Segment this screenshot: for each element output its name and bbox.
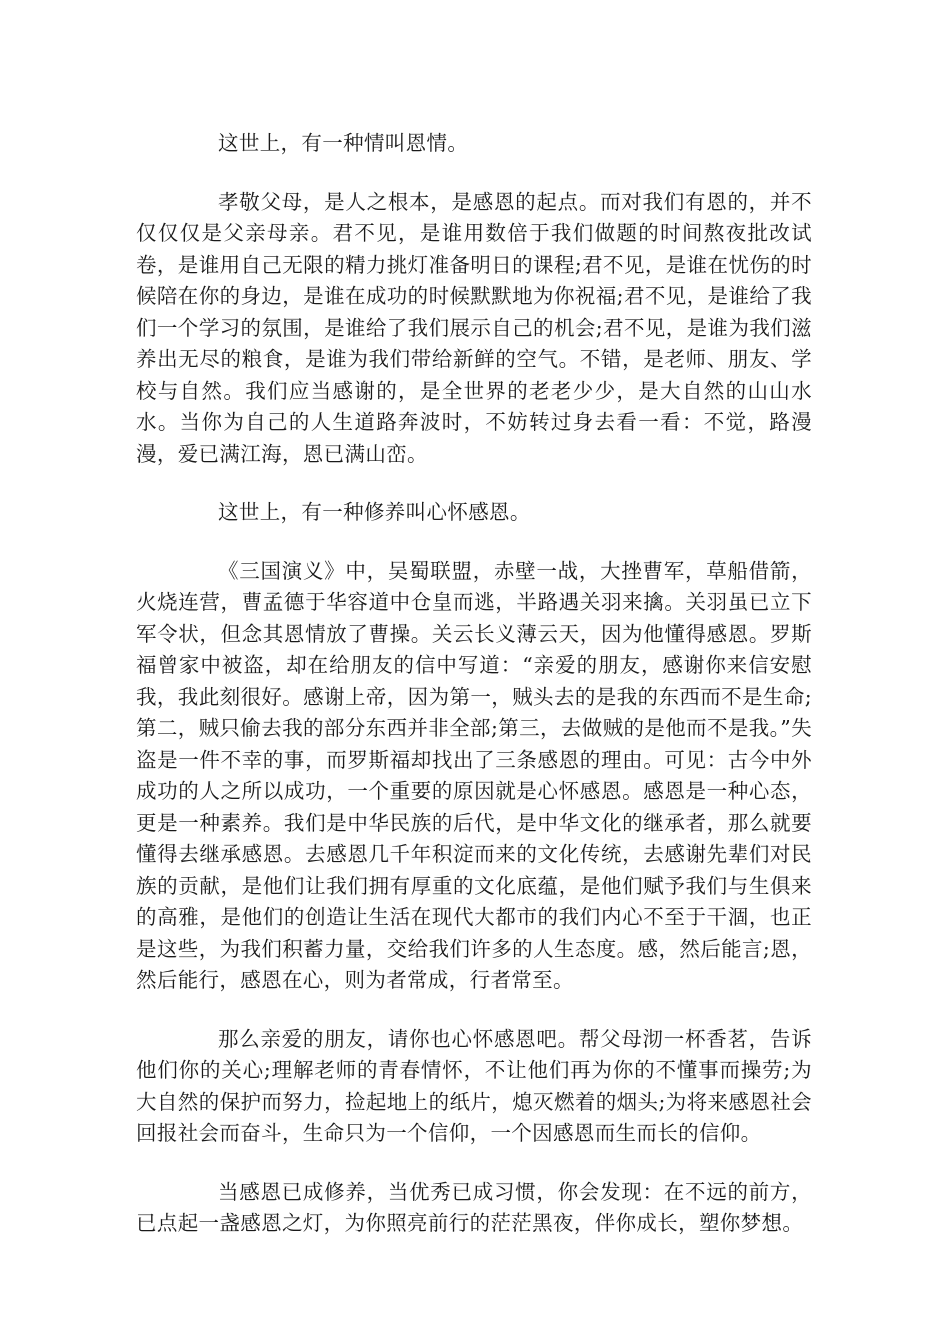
essay-body — [136, 128, 812, 1267]
paragraph-2: 孝敬父母，是人之根本，是感恩的起点。而对我们有恩的，并不仅仅仅是父亲母亲。君不见，是谁用数倍于我们做题的时间熬夜批改试卷，是谁用自己无限的精力挑灯准备明日的课程;君不见，是谁在忧伤的时候陪在你的身边，是谁在成功的时候默默地为你祝福;君不见，是谁给了我们一个学习的氛围，是谁给了我们展示自己的机会;君不见，是谁为我们滋养出无尽的粮食，是谁为我们带给新鲜的空气。不错，是老师、朋友、学校与自然。我们应当感谢的，是全世界的老老少少，是大自然的山山水水。当你为自己的人生道路奔波时，不妨转过身去看一看：不觉，路漫漫，爱已满江海，恩已满山峦。 — [136, 189, 812, 466]
paragraph-5: 那么亲爱的朋友，请你也心怀感恩吧。帮父母沏一杯香茗，告诉他们你的关心;理解老师的青春情怀，不让他们再为你的不懂事而操劳;为大自然的保护而努力，捡起地上的纸片，熄灭燃着的烟头;为将来感恩社会回报社会而奋斗，生命只为一个信仰，一个因感恩而生而长的信仰。 — [136, 1026, 812, 1145]
paragraph-4: 《三国演义》中，吴蜀联盟，赤壁一战，大挫曹军，草船借箭，火烧连营，曹孟德于华容道中仓皇而逃，半路遇关羽来擒。关羽虽已立下军令状，但念其恩情放了曹操。关云长义薄云天，因为他懂得感恩。罗斯福曾家中被盗，却在给朋友的信中写道：“亲爱的朋友，感谢你来信安慰我，我此刻很好。感谢上帝，因为第一，贼头去的是我的东西而不是生命;第二，贼只偷去我的部分东西并非全部;第三，去做贼的是他而不是我。”失盗是一件不幸的事，而罗斯福却找出了三条感恩的理由。可见：古今中外成功的人之所以成功，一个重要的原因就是心怀感恩。感恩是一种心态，更是一种素养。我们是中华民族的后代，是中华文化的继承者，那么就要懂得去继承感恩。去感恩几千年积淀而来的文化传统，去感谢先辈们对民族的贡献，是他们让我们拥有厚重的文化底蕴，是他们赋予我们与生俱来的高雅，是他们的创造让生活在现代大都市的我们内心不至于干涸，也正是这些，为我们积蓄力量，交给我们许多的人生态度。感，然后能言;恩，然后能行，感恩在心，则为者常成，行者常至。 — [136, 558, 812, 992]
paragraph-6: 当感恩已成修养，当优秀已成习惯，你会发现：在不远的前方，已点起一盏感恩之灯，为你照亮前行的茫茫黑夜，伴你成长，塑你梦想。 — [136, 1179, 812, 1235]
paragraph-1: 这世上，有一种情叫恩情。 — [218, 131, 469, 155]
paragraph-3: 这世上，有一种修养叫心怀感恩。 — [218, 500, 531, 524]
